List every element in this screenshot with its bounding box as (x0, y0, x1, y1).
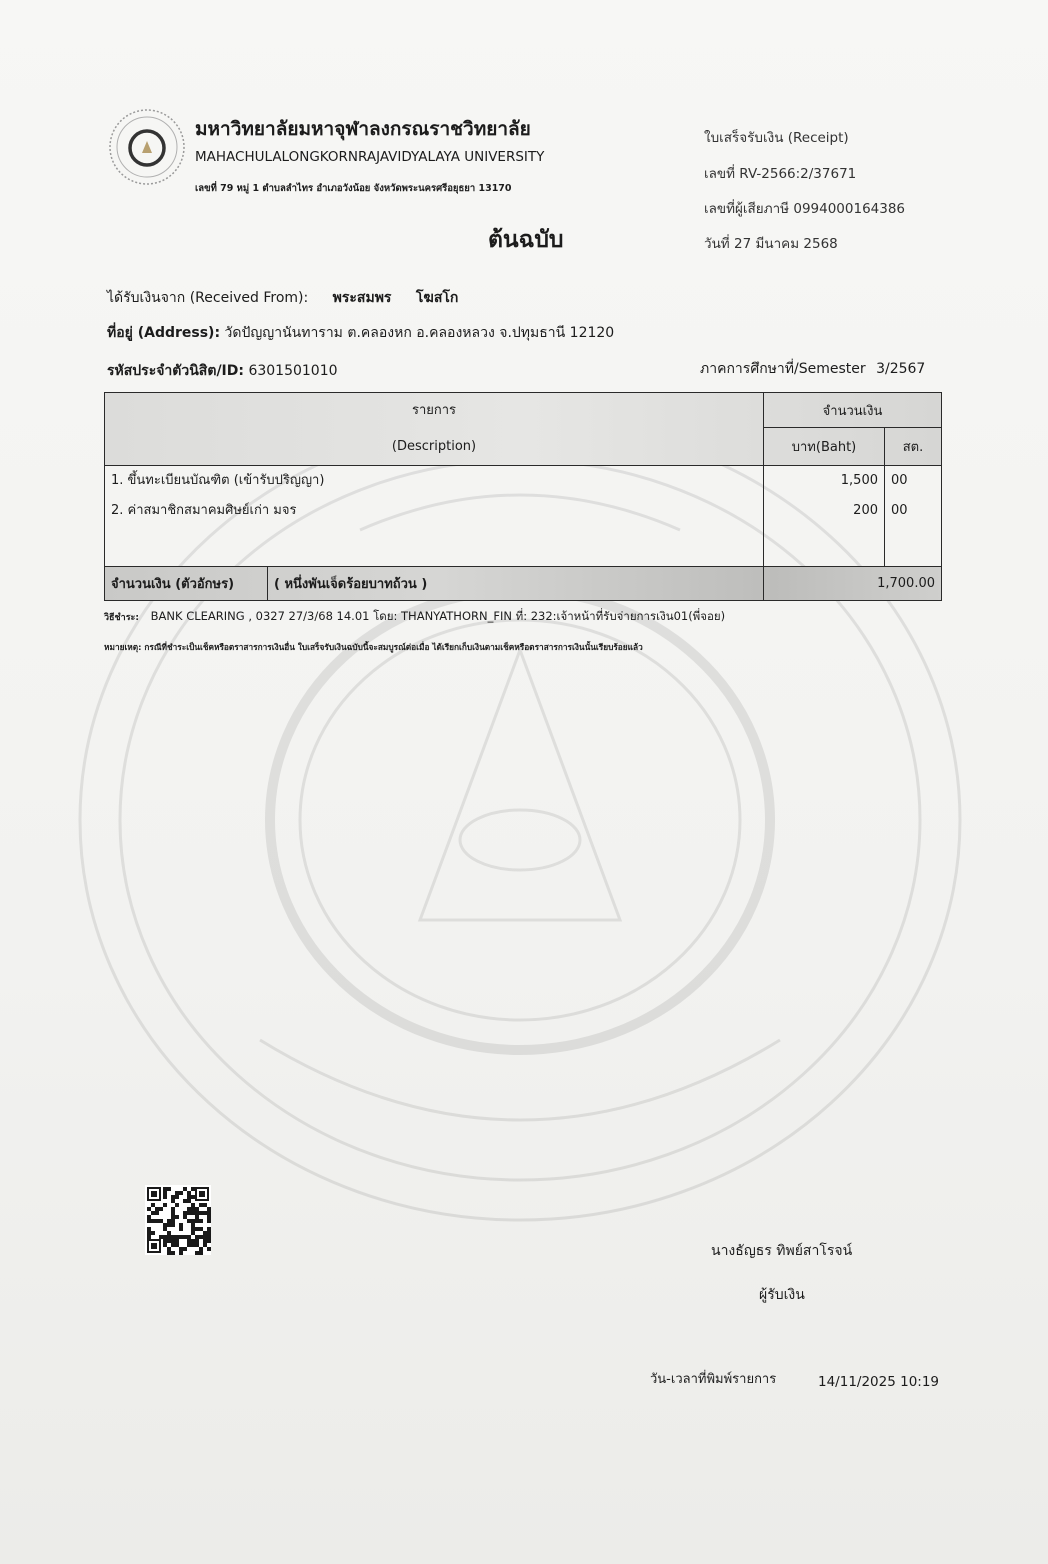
payment-note: หมายเหตุ: กรณีที่ชำระเป็นเช็คหรือตราสารการเงินอื่น ใบเสร็จรับเงินฉบับนี้จะสมบูรณ์ต่อเมื่อ ได้เรียกเก็บเงินตามเช็คหรือตราสารการเงินนั้นเรียบร้อยแล้ว (104, 642, 643, 652)
total-words: ( หนึ่งพันเจ็ดร้อยบาทถ้วน ) (268, 567, 764, 601)
student-id: 6301501010 (248, 363, 338, 379)
university-name-en: MAHACHULALONGKORNRAJAVIDYALAYA UNIVERSITY (195, 149, 545, 165)
printed-datetime: 14/11/2025 10:19 (818, 1374, 940, 1390)
total-amount: 1,700.00 (764, 567, 942, 601)
amount-header: จำนวนเงิน (764, 393, 942, 428)
address-row (107, 322, 614, 344)
semester-row (700, 358, 925, 380)
description-header-th: รายการ (411, 403, 457, 418)
semester-value: 3/2567 (876, 361, 926, 377)
payment-method-label: วิธีชำระ: (104, 613, 139, 623)
items-baht (764, 466, 885, 567)
payer-last-name: โฆสโก (415, 290, 459, 306)
payment-method-row (104, 608, 725, 626)
qr-code (145, 1185, 211, 1255)
item-description: 2. ค่าสมาชิกสมาคมศิษย์เก่า มจร (111, 503, 297, 518)
item-description: 1. ขึ้นทะเบียนบัณฑิต (เข้ารับปริญญา) (111, 473, 325, 488)
payer-first-name: พระสมพร (332, 290, 392, 306)
printed-label: วัน-เวลาที่พิมพ์รายการ (650, 1372, 777, 1387)
student-id-label: รหัสประจำตัวนิสิต/ID: (107, 363, 244, 379)
receipt-title: ใบเสร็จรับเงิน (Receipt) (704, 130, 849, 146)
table-body-row (105, 466, 942, 567)
semester-label: ภาคการศึกษาที่/Semester (700, 361, 866, 377)
tax-id: เลขที่ผู้เสียภาษี 0994000164386 (704, 201, 906, 217)
table-header-row (105, 393, 942, 428)
receipt-date: วันที่ 27 มีนาคม 2568 (704, 236, 838, 252)
signer-name: นางธัญธร ทิพย์สาโรจน์ (711, 1243, 853, 1259)
item-baht: 1,500 (840, 473, 878, 488)
total-label: จำนวนเงิน (ตัวอักษร) (105, 567, 268, 601)
item-satang: 00 (891, 503, 908, 518)
total-row (105, 567, 942, 601)
items-satang (885, 466, 942, 567)
address-label: ที่อยู่ (Address): (107, 325, 221, 341)
baht-header: บาท(Baht) (764, 428, 885, 466)
university-logo (108, 108, 186, 186)
university-address: เลขที่ 79 หมู่ 1 ตำบลลำไทร อำเภอวังน้อย จังหวัดพระนครศรีอยุธยา 13170 (195, 183, 512, 194)
receipt-number: เลขที่ RV-2566:2/37671 (704, 166, 857, 182)
items-table (104, 392, 942, 601)
copy-label: ต้นฉบับ (488, 227, 564, 253)
student-id-row (107, 360, 338, 382)
item-satang: 00 (891, 473, 908, 488)
item-baht: 200 (853, 503, 878, 518)
description-header (105, 393, 764, 466)
payment-method-detail: BANK CLEARING , 0327 27/3/68 14.01 โดย: THANYATHORN_FIN ที่: 232:เจ้าหน้าที่รับจ่ายการเงิน01(พี่จอย) (150, 609, 726, 623)
description-header-en: (Description) (391, 439, 477, 454)
satang-header: สต. (885, 428, 942, 466)
received-from-row (107, 287, 458, 309)
received-from-label: ได้รับเงินจาก (Received From): (107, 290, 309, 306)
university-name-th: มหาวิทยาลัยมหาจุฬาลงกรณราชวิทยาลัย (195, 118, 531, 140)
signer-role: ผู้รับเงิน (759, 1287, 805, 1303)
items-descriptions (105, 466, 764, 567)
payer-address: วัดปัญญานันทาราม ต.คลองหก อ.คลองหลวง จ.ปทุมธานี 12120 (224, 325, 615, 341)
